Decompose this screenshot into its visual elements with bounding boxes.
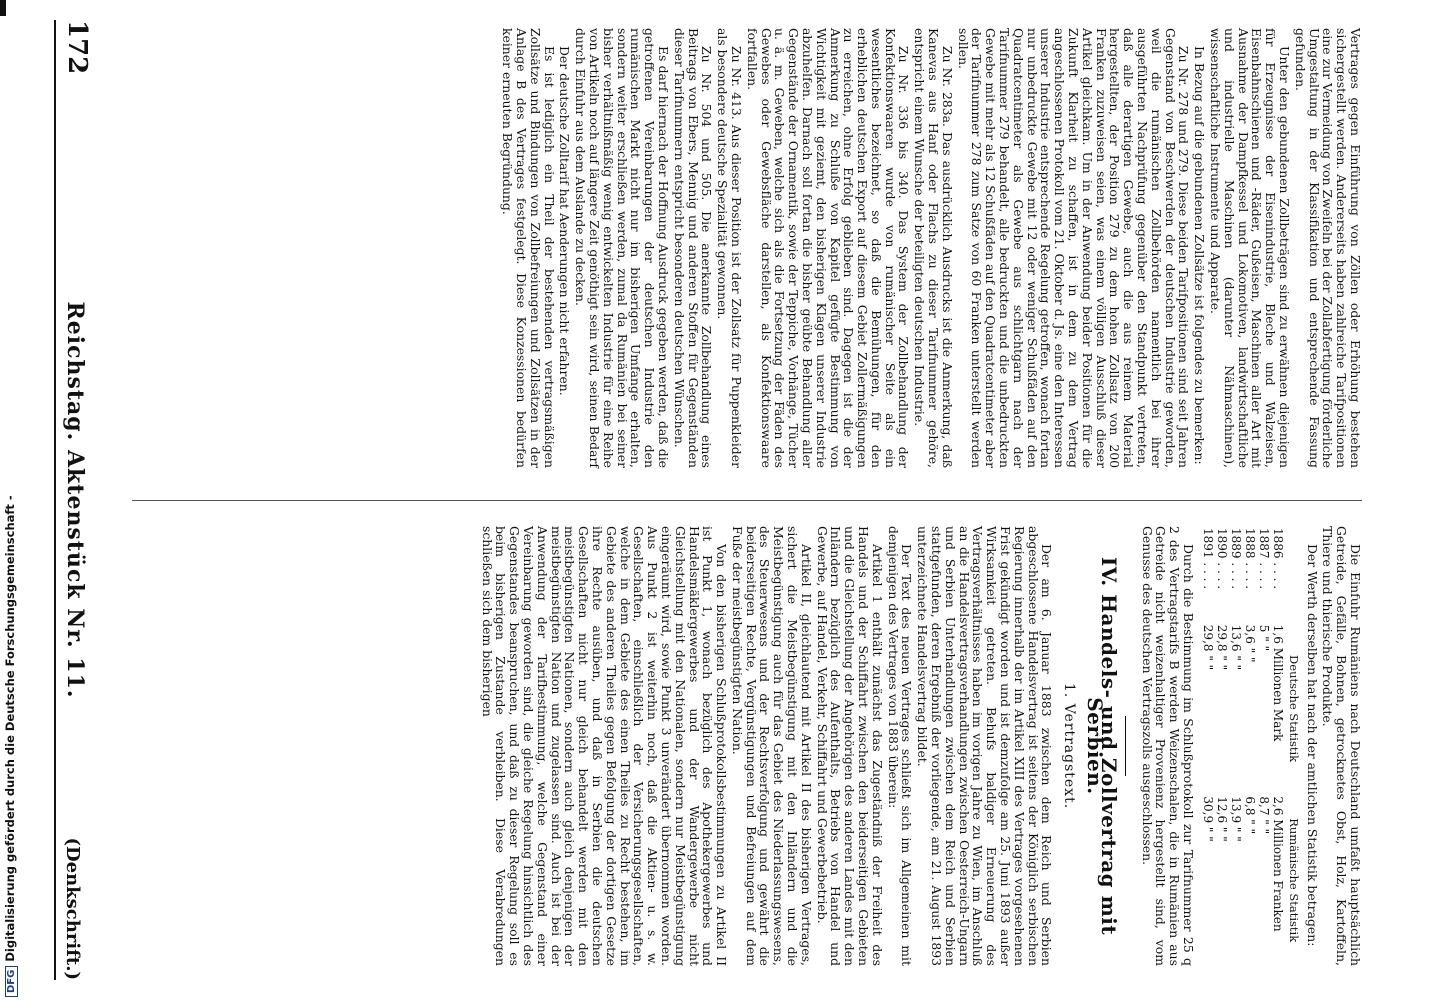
table-cell-german: 3,6 " " bbox=[1243, 624, 1258, 663]
paragraph: Zu Nr. 336 bis 340. Das System der Zollbehandlung der Konfektionswaaren wurde von rumänischer Seite als ein wesentliches bezeichnet, so daß die Bemühungen, für den erheblichen deutschen Export auf diesem Gebiet Zollermäßigungen zu erreichen, ohne Erfolg geblieben sind. Dagegen ist die der Anmerkung zu Schluße von Kapitel gefügte Bestimmung von Wichtigkeit mit geziemt, den bisherigen Klagen unserer Industrie abzuhelfen. Darnach soll fortan die bisher geübte Behandlung aller Gegenstände der Ornamentik, sowie der Teppiche, Vorhänge, Tücher u. ä. m. Geweben, welche sich als die Fortsetzung der Fäden des Gewebes oder Gewebsfläche darstellen, als Konfektionswaare fortfallen. bbox=[744, 28, 912, 468]
table-row bbox=[1271, 526, 1285, 966]
table-cell-year: 1891 . . . . bbox=[1201, 528, 1216, 590]
paragraph: Artikel II, gleichlautend mit Artikel II des bisherigen Vertrages, sichert die Meistbegünstigung mit den Inländern und die Meistbegünstigung auch für das Gebiet des Niederlassungswesens, des Steuerwesens und der Rechtsverfolgung und gewährt die beiderseitigen Rechte, Vergünstigungen und Befreiungen auf dem Fuße der meistbegünstigten Nation. bbox=[729, 526, 814, 966]
paragraph: Von den bisherigen Schlußprotokollsbestimmungen zu Artikel II ist Punkt 1, wonach bezüglich des Apothekergewerbes und Handelsmäklergewerbes und der Wandergewerbe nicht Gleichstellung mit den Nationalen, sondern nur Meistbegünstigung eingeräumt wird, sowie Punkt 3 unverändert übernommen worden. Aus Punkt 2 ist weiterhin noch, daß die Aktien- u. s. w. Gesellschaften, einschließlich der Versicherungsgesellschaften, welche in dem Gebiete des einen Theiles zu Recht bestehen, im Gebiete des anderen Theiles gegen Befolgung der dortigen Gesetze ihre Rechte ausüben, und daß in Serbien die deutschen Gesellschaften nicht nur gleich behandelt werden mit den meistbegünstigten Nationen, sondern auch gleich denjenigen der meistbegünstigten Nation und zugelassen sind. Auch ist bei der Anwendung der Tarifbestimmung, welche Gegenstand einer Vereinbarung geworden sind, die gleiche Regelung hinsichtlich des Gegenstandes beanspruchen, und daß zu dieser Regelung soll es beim bisherigen Zustande verbleiben. Diese Verabredungen schließen sich dem bisherigen bbox=[479, 526, 730, 966]
table-row bbox=[1229, 526, 1243, 966]
paragraph: Es ist lediglich ein Theil der bestehenden vertragsmäßigen Zollsätze und Bindungen von Zollbefreiungen und Zollsätzen in der Anlage B des Vertrages festgelegt. Diese Konzessionen bedürfen keiner erneuten Begründung. bbox=[500, 28, 557, 468]
page-header bbox=[54, 20, 116, 980]
table-cell-german: 1,6 Millionen Mark bbox=[1271, 624, 1286, 742]
table-cell-year: 1890 . . . . bbox=[1215, 528, 1230, 590]
table-row bbox=[1243, 526, 1257, 966]
paragraph: In Bezug auf die gebundenen Zollsätze ist folgendes zu bemerken: bbox=[1192, 46, 1208, 465]
table-header-cell: Deutsche Statistik bbox=[1286, 655, 1301, 763]
left-column bbox=[132, 28, 1362, 468]
table-cell-romanian: 8,7 " " bbox=[1257, 796, 1272, 835]
document-type: (Denkschrift.) bbox=[62, 837, 83, 980]
table-cell-year: 1889 . . . . bbox=[1229, 528, 1244, 590]
subsection-heading: 1. Vertragstext. bbox=[1061, 682, 1078, 810]
page-title: Reichstag. Aktenstück Nr. 11. bbox=[62, 301, 88, 699]
right-column bbox=[132, 526, 1362, 966]
page-number: 172 bbox=[62, 20, 92, 75]
paragraph: Der deutsche Zolltarif hat Aenderungen nicht erfahren. bbox=[557, 46, 573, 396]
table-row bbox=[1215, 526, 1229, 966]
table-header-row bbox=[1285, 526, 1301, 966]
table-cell-german: 29,8 " " bbox=[1215, 624, 1230, 671]
section-heading: IV. Handels- und Zollvertrag mit Serbien. bbox=[1083, 556, 1121, 936]
paragraph: Zu Nr. 283a. Das ausdrücklich Ausdrucks ist die Anmerkung, daß Kanevas aus Hanf oder Flachs zu dieser Tarifnummer gehöre, entspricht einem Wunsche der beteiligten deutschen Industrie. bbox=[912, 28, 955, 468]
paragraph: Zu Nr. 413. Aus dieser Position ist der Zollsatz für Puppenkleider als besondere deutsche Spezialität gewonnen. bbox=[715, 28, 744, 468]
table-cell-romanian: 12,6 " " bbox=[1215, 796, 1230, 842]
table-row bbox=[1201, 526, 1215, 966]
credit-text: Digitalisierung gefördert durch die Deutsche Forschungsgemeinschaft - bbox=[3, 495, 17, 962]
paragraph: Zu Nr. 278 und 279. Diese beiden Tarifpositionen sind seit Jahren Gegenstand von Beschwerden der deutschen Industrie geworden, weil die rumänischen Zollbehörden namentlich bei ihrer ausgeführten Nachprüfung gegenüber den Standpunkt vertreten, daß alle derartigen Gewebe, auch die aus reinem Material hergestellten, der Position 279 zu dem hohen Zollsatz von 200 Franken zuzuweisen seien, was einem völligen Ausschluß dieser Artikel gleichkam. Um in der Anwendung beider Positionen für die Zukunft Klarheit zu schaffen, ist in dem zu dem Vertrag angeschlossenen Protokoll vom 21. Oktober d. Js. eine den Interessen unserer Industrie entsprechende Regelung getroffen, wonach fortan nur unbedruckte Gewebe mit 12 oder weniger Schußfäden auf den Quadratcentimeter als Gewebe aus schlichtgarn nach der Tarifnummer 279 behandelt, alle bedruckten und die unbedruckten Gewebe mit mehr als 12 Schußfäden auf den Quadratcentimeter aber der Tarifnummer 278 zum Satze von 60 Franken unterstellt werden sollen. bbox=[955, 28, 1192, 468]
table-cell-romanian: 6,8 " " bbox=[1243, 796, 1258, 835]
paragraph: Es darf hiernach der Hoffnung Ausdruck gegeben werden, daß die getroffenen Vereinbarungen der deutschen Industrie den rumänischen Markt nicht nur im bisherigen Umfange erhalten, sondern weiter erschließen werden, zumal da Rumänien bei seiner bisher verhältnißmäßig wenig entwickelten Industrie für eine Reihe von Artikeln noch auf längere Zeit genöthigt sein wird, seinen Bedarf durch Einfuhr aus dem Auslande zu decken. bbox=[573, 28, 671, 468]
table-cell-german: 29,8 " " bbox=[1201, 624, 1216, 671]
table-cell-romanian: 2,6 Millionen Franken bbox=[1271, 796, 1286, 932]
import-statistics-table bbox=[1201, 526, 1301, 966]
table-cell-german: 13,6 " " bbox=[1229, 624, 1244, 671]
table-cell-romanian: 30,9 " " bbox=[1201, 796, 1216, 842]
table-cell-year: 1887 . . . . bbox=[1257, 528, 1272, 590]
paragraph: Artikel 1 enthält zunächst das Zugeständniß der Freiheit des Handels und der Schiffahrt zwischen den beiderseitigen Gebieten und die Gleichstellung der Angehörigen des anderen Landes mit den Inländern bezüglich des Aufenthalts, Betriebs von Handel und Gewerbe, auf Handel, Verkehr, Schiffahrt und Gewerbebetrieb. bbox=[814, 526, 885, 966]
paragraph: Vertrages gegen Einführung von Zöllen oder Erhöhung bestehen sichergestellt werden. Andererseits haben zahlreiche Tarifpositionen eine zur Vermeidung von Zweifeln bei der Zollabfertigung förderliche Umgestaltung in der Klassifikation und entsprechende Fassung gefunden. bbox=[1292, 28, 1363, 468]
table-cell-year: 1886 . . . . bbox=[1271, 528, 1286, 590]
column-divider bbox=[132, 500, 1362, 501]
table-cell-german: 5 " " bbox=[1257, 624, 1272, 652]
paragraph: Der Text des neuen Vertrages schließt sich im Allgemeinen mit demjenigen des Vertrages von 1883 überein: bbox=[885, 526, 915, 966]
section-rule bbox=[1125, 716, 1126, 776]
paragraph: Der Werth derselben hat nach der amtlichen Statistik betragen: bbox=[1304, 544, 1320, 947]
dfg-logo: DFG bbox=[5, 966, 18, 997]
paragraph: Durch die Bestimmung im Schlußprotokoll zur Tarifnummer 25 q 2 des Vertragstarifs B werden Weizenschalen, die in Rumänien aus Getreide nicht weizenhaltiger Provenienz hergestellt sind, vom Genusse des deutschen Vertragszolls ausgeschlossen. bbox=[1139, 526, 1197, 966]
table-header-cell bbox=[1285, 526, 1301, 623]
paragraph: Zu Nr. 504 und 505. Die anerkannte Zollbehandlung eines Beitrags von Ebers, Mennig und anderen Stoffen für Gegenständen dieser Tarifnummern entspricht besonderen deutschen Wünschen. bbox=[671, 28, 715, 468]
table-row bbox=[1257, 526, 1271, 966]
paragraph: Unter den gebundenen Zollbeträgen sind zu erwähnen diejenigen für Erzeugnisse der Eisenindustrie, Bleche und Walzeisen, Eisenbahnschienen und -Räder, Gußeisen, Maschinen aller Art mit Ausnahme der Dampfkessel und Lokomotiven, landwirtschaftliche und industrielle Maschinen (darunter Nähmaschinen), wissenschaftliche Instrumente und Apparate. bbox=[1208, 28, 1293, 468]
table-header-cell: Rumänische Statistik bbox=[1286, 818, 1301, 943]
table-cell-romanian: 13,9 " " bbox=[1229, 796, 1244, 842]
table-cell-year: 1888 . . . . bbox=[1243, 528, 1258, 590]
paragraph: Die Einfuhr Rumäniens nach Deutschland umfaßt hauptsächlich Getreide, Gefälle, Bohnen, getrocknetes Obst, Holz, Kartoffeln, Thiere und thierische Produkte. bbox=[1320, 526, 1363, 966]
paragraph: Der am 6. Januar 1883 zwischen dem Reich und Serbien abgeschlossene Handelsvertrag ist seitens der Königlich serbischen Regierung innerhalb der im Artikel XIII des Vertrages vorgesehenen Frist gekündigt worden und ist demzufolge am 25. Juni 1893 außer Wirksamkeit getreten. Behufs baldiger Erneuerung des Vertragsverhältnisses haben im vorigen Jahre zu Wien, im Anschluß an die Handelsvertragsverhandlungen zwischen Oesterreich-Ungarn und Serbien Unterhandlungen zwischen dem Reich und Serbien stattgefunden, deren Ergebniß der vorliegende, am 21. August 1893 unterzeichnete Handelsvertrag bildet. bbox=[915, 526, 1055, 966]
